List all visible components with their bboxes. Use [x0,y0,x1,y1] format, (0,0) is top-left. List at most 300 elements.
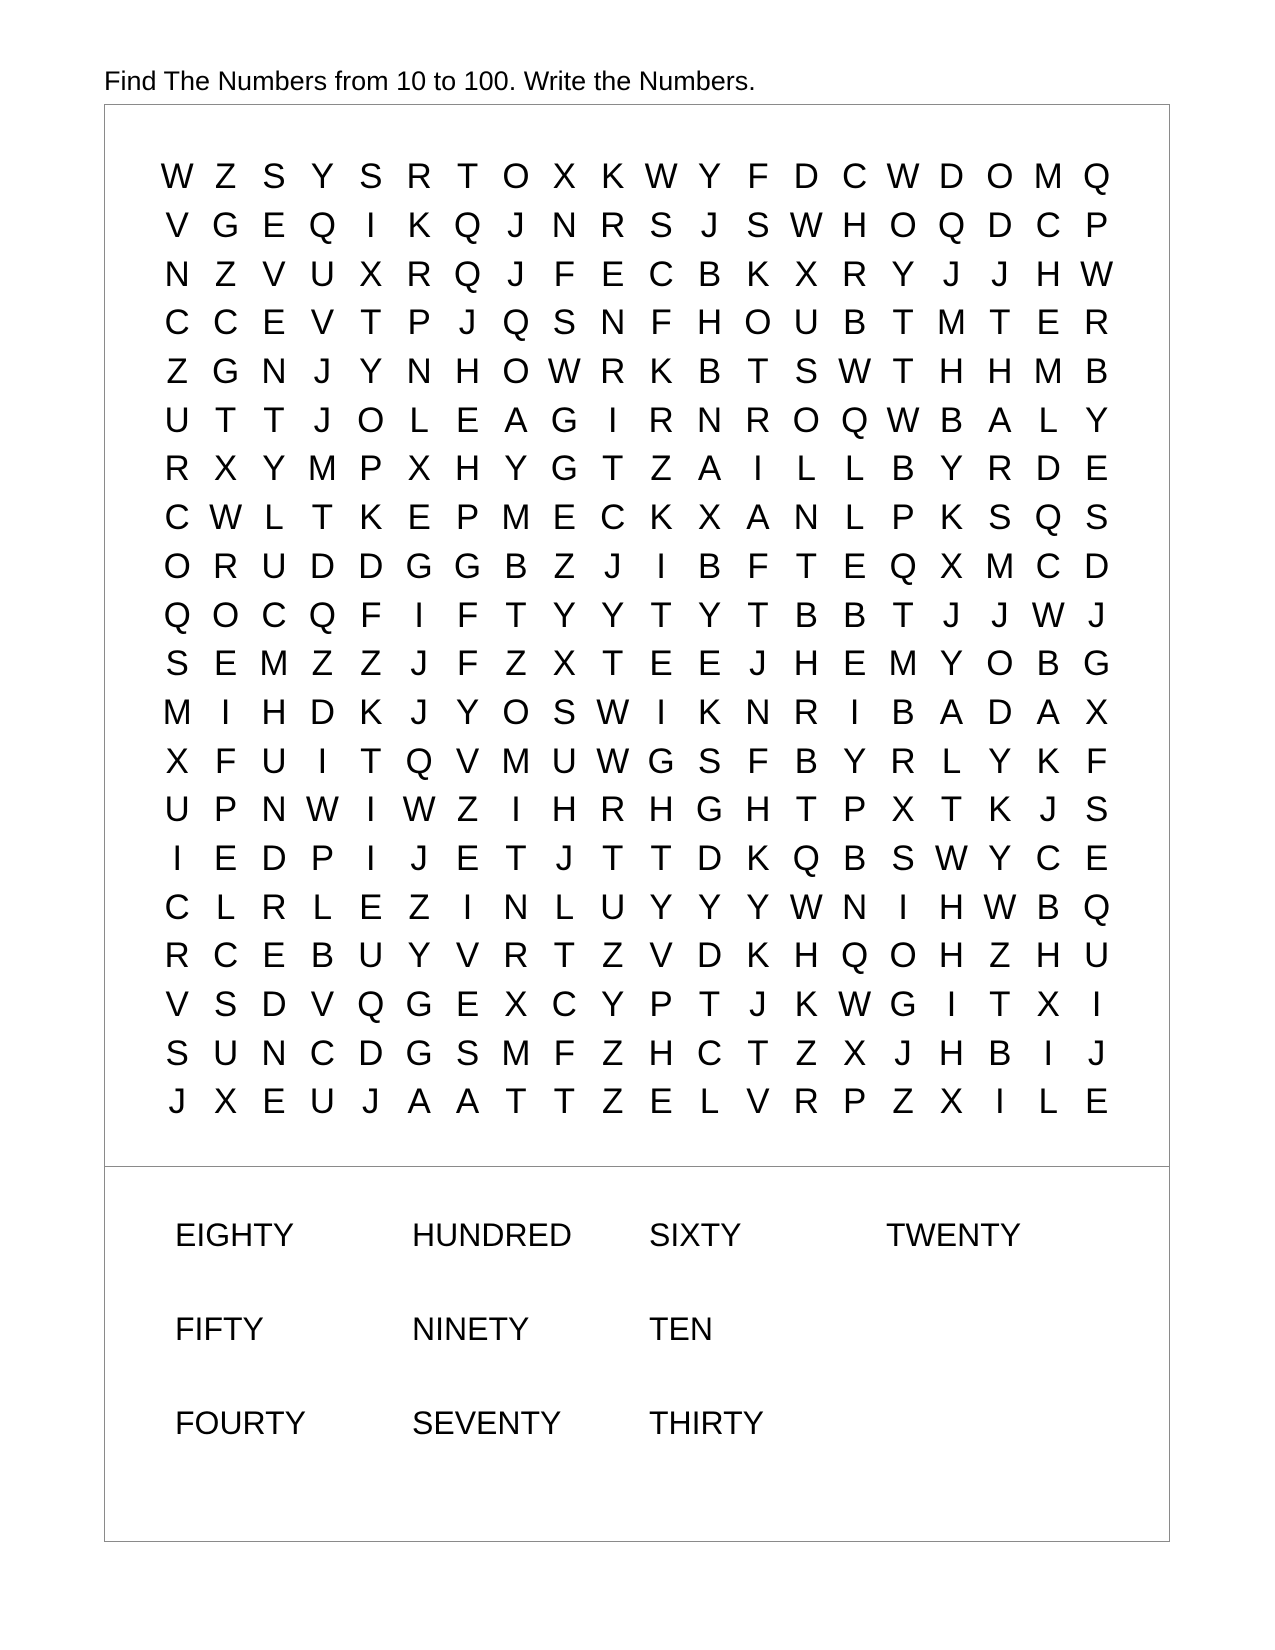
grid-cell[interactable]: K [649,498,673,538]
grid-cell[interactable]: X [165,741,189,781]
grid-cell[interactable]: A [697,449,722,489]
grid-cell[interactable]: Q [889,546,917,586]
grid-cell[interactable]: J [507,254,525,294]
grid-cell[interactable]: L [409,400,429,440]
grid-cell[interactable]: W [596,741,630,781]
grid-cell[interactable]: S [552,303,576,343]
grid-cell[interactable]: X [794,254,818,294]
grid-cell[interactable]: W [1031,595,1065,635]
grid-cell[interactable]: I [656,692,666,732]
grid-cell[interactable]: F [747,546,769,586]
grid-cell[interactable]: X [939,546,964,586]
grid-cell[interactable]: W [789,887,823,927]
grid-cell[interactable]: V [310,303,335,343]
grid-cell[interactable]: B [697,352,722,392]
grid-cell[interactable]: F [747,741,769,781]
grid-cell[interactable]: E [842,644,867,684]
grid-cell[interactable]: L [264,498,284,538]
grid-cell[interactable]: R [793,692,819,732]
grid-cell[interactable]: W [1080,254,1114,294]
grid-cell[interactable]: W [160,157,194,197]
grid-cell[interactable]: J [313,400,332,440]
grid-cell[interactable]: I [994,1082,1005,1122]
grid-cell[interactable]: S [1084,498,1109,538]
grid-cell[interactable]: W [983,887,1017,927]
grid-cell[interactable]: T [553,1082,576,1122]
grid-cell[interactable]: I [946,985,957,1025]
grid-cell[interactable]: J [313,352,332,392]
grid-cell[interactable]: P [842,790,867,830]
grid-cell[interactable]: C [696,1033,723,1073]
grid-cell[interactable]: K [746,936,770,976]
grid-cell[interactable]: H [261,692,287,732]
grid-cell[interactable]: J [410,692,428,732]
grid-cell[interactable]: S [552,692,576,732]
grid-cell[interactable]: K [359,498,383,538]
grid-cell[interactable]: X [213,449,238,489]
grid-cell[interactable]: F [553,1033,576,1073]
grid-cell[interactable]: B [842,838,867,878]
grid-cell[interactable]: W [934,838,968,878]
grid-cell[interactable]: W [789,206,823,246]
grid-cell[interactable]: R [600,790,626,830]
grid-cell[interactable]: V [746,1082,770,1122]
grid-cell[interactable]: F [360,595,382,635]
grid-cell[interactable]: R [164,449,190,489]
grid-cell[interactable]: N [406,352,432,392]
grid-cell[interactable]: L [554,887,575,927]
grid-cell[interactable]: T [311,498,334,538]
grid-cell[interactable]: F [456,644,479,684]
grid-cell[interactable]: N [503,887,529,927]
grid-cell[interactable]: D [358,546,384,586]
grid-cell[interactable]: V [649,936,673,976]
grid-cell[interactable]: Z [602,1033,624,1073]
grid-cell[interactable]: P [1084,206,1109,246]
grid-cell[interactable]: Y [552,595,576,635]
grid-cell[interactable]: J [1039,790,1057,830]
grid-cell[interactable]: Q [453,206,482,246]
grid-cell[interactable]: M [888,644,918,684]
grid-cell[interactable]: Z [408,887,430,927]
grid-cell[interactable]: B [1036,644,1060,684]
grid-cell[interactable]: Z [892,1082,914,1122]
grid-cell[interactable]: F [456,595,479,635]
grid-cell[interactable]: Q [163,595,191,635]
grid-cell[interactable]: C [1035,546,1061,586]
grid-cell[interactable]: X [939,1082,964,1122]
grid-cell[interactable]: Y [407,936,431,976]
grid-cell[interactable]: X [552,644,576,684]
grid-cell[interactable]: A [407,1082,431,1122]
grid-cell[interactable]: C [1035,206,1061,246]
grid-cell[interactable]: Q [405,741,433,781]
grid-cell[interactable]: X [1036,985,1060,1025]
grid-cell[interactable]: J [362,1082,380,1122]
grid-cell[interactable]: U [164,400,190,440]
grid-cell[interactable]: T [360,741,382,781]
grid-cell[interactable]: H [1035,936,1061,976]
grid-cell[interactable]: J [458,303,477,343]
grid-cell[interactable]: D [987,206,1013,246]
grid-cell[interactable]: O [502,157,530,197]
grid-cell[interactable]: K [746,838,770,878]
grid-cell[interactable]: B [842,303,867,343]
grid-cell[interactable]: S [891,838,915,878]
grid-cell[interactable]: Y [649,887,673,927]
grid-cell[interactable]: X [842,1033,867,1073]
grid-cell[interactable]: V [455,936,480,976]
grid-cell[interactable]: Q [453,254,482,294]
grid-cell[interactable]: G [405,985,433,1025]
grid-cell[interactable]: N [745,692,771,732]
grid-cell[interactable]: K [939,498,964,538]
grid-cell[interactable]: Y [697,595,722,635]
grid-cell[interactable]: L [844,449,865,489]
grid-cell[interactable]: O [357,400,385,440]
grid-cell[interactable]: U [793,303,819,343]
grid-cell[interactable]: P [407,303,431,343]
grid-cell[interactable]: D [696,936,723,976]
grid-cell[interactable]: C [1035,838,1061,878]
grid-cell[interactable]: P [310,838,335,878]
grid-cell[interactable]: R [890,741,916,781]
grid-cell[interactable]: A [455,1082,480,1122]
grid-cell[interactable]: T [360,303,382,343]
grid-cell[interactable]: T [892,352,914,392]
grid-cell[interactable]: A [746,498,770,538]
grid-cell[interactable]: L [1038,1082,1058,1122]
grid-cell[interactable]: Y [359,352,383,392]
grid-cell[interactable]: L [796,449,816,489]
grid-cell[interactable]: Y [455,692,480,732]
grid-cell[interactable]: Y [504,449,528,489]
grid-cell[interactable]: M [501,1033,531,1073]
grid-cell[interactable]: Z [553,546,576,586]
grid-cell[interactable]: N [551,206,577,246]
grid-cell[interactable]: Y [601,595,625,635]
grid-cell[interactable]: I [1091,985,1102,1025]
grid-cell[interactable]: Y [939,449,964,489]
grid-cell[interactable]: S [165,1033,189,1073]
grid-cell[interactable]: T [263,400,285,440]
grid-cell[interactable]: Z [505,644,527,684]
grid-cell[interactable]: M [501,741,531,781]
grid-cell[interactable]: W [402,790,436,830]
grid-cell[interactable]: Y [601,985,625,1025]
grid-cell[interactable]: N [600,303,626,343]
grid-cell[interactable]: E [407,498,431,538]
grid-cell[interactable]: E [697,644,722,684]
grid-cell[interactable]: P [649,985,673,1025]
grid-cell[interactable]: Z [989,936,1011,976]
grid-cell[interactable]: T [795,546,817,586]
grid-cell[interactable]: D [1035,449,1061,489]
grid-cell[interactable]: X [891,790,915,830]
grid-cell[interactable]: U [358,936,384,976]
grid-cell[interactable]: Q [937,206,966,246]
grid-cell[interactable]: B [794,741,818,781]
grid-cell[interactable]: E [649,644,673,684]
grid-cell[interactable]: K [988,790,1012,830]
grid-cell[interactable]: B [988,1033,1012,1073]
grid-cell[interactable]: J [749,985,767,1025]
grid-cell[interactable]: Q [841,936,869,976]
grid-cell[interactable]: J [700,206,719,246]
grid-cell[interactable]: E [649,1082,673,1122]
grid-cell[interactable]: X [552,157,576,197]
grid-cell[interactable]: V [262,254,286,294]
grid-cell[interactable]: Y [262,449,286,489]
grid-cell[interactable]: D [261,985,287,1025]
grid-cell[interactable]: Z [311,644,334,684]
grid-cell[interactable]: J [507,206,525,246]
grid-cell[interactable]: J [991,595,1009,635]
grid-cell[interactable]: A [1036,692,1060,732]
grid-cell[interactable]: I [1043,1033,1054,1073]
grid-cell[interactable]: I [656,546,666,586]
grid-cell[interactable]: S [649,206,673,246]
grid-cell[interactable]: H [987,352,1013,392]
grid-cell[interactable]: Y [310,157,335,197]
grid-cell[interactable]: I [898,887,908,927]
grid-cell[interactable]: U [309,1082,335,1122]
grid-cell[interactable]: S [165,644,189,684]
grid-cell[interactable]: Y [697,887,722,927]
grid-cell[interactable]: Z [166,352,188,392]
grid-cell[interactable]: I [607,400,618,440]
grid-cell[interactable]: C [600,498,626,538]
grid-cell[interactable]: X [213,1082,238,1122]
grid-cell[interactable]: H [793,936,819,976]
grid-cell[interactable]: T [650,838,672,878]
grid-cell[interactable]: W [644,157,678,197]
grid-cell[interactable]: E [455,400,480,440]
grid-cell[interactable]: O [744,303,772,343]
grid-cell[interactable]: C [212,303,239,343]
grid-cell[interactable]: Q [308,595,336,635]
grid-cell[interactable]: R [600,206,626,246]
grid-cell[interactable]: H [938,1033,965,1073]
grid-cell[interactable]: E [262,936,286,976]
grid-cell[interactable]: J [603,546,622,586]
grid-cell[interactable]: R [987,449,1013,489]
grid-cell[interactable]: I [462,887,473,927]
grid-cell[interactable]: T [456,157,479,197]
grid-cell[interactable]: O [986,644,1014,684]
grid-cell[interactable]: E [842,546,867,586]
grid-cell[interactable]: D [309,546,335,586]
grid-cell[interactable]: K [697,692,722,732]
grid-cell[interactable]: S [988,498,1012,538]
grid-cell[interactable]: D [358,1033,384,1073]
grid-cell[interactable]: E [455,838,480,878]
grid-cell[interactable]: T [989,985,1011,1025]
grid-cell[interactable]: I [365,790,376,830]
grid-cell[interactable]: F [214,741,237,781]
grid-cell[interactable]: X [504,985,528,1025]
grid-cell[interactable]: J [942,254,961,294]
grid-cell[interactable]: Z [795,1033,817,1073]
grid-cell[interactable]: M [259,644,289,684]
grid-cell[interactable]: C [551,985,577,1025]
grid-cell[interactable]: I [317,741,328,781]
grid-cell[interactable]: B [794,595,818,635]
grid-cell[interactable]: N [164,254,190,294]
grid-cell[interactable]: I [220,692,231,732]
grid-cell[interactable]: D [938,157,965,197]
grid-cell[interactable]: G [889,985,917,1025]
grid-cell[interactable]: N [842,887,868,927]
grid-cell[interactable]: B [504,546,528,586]
grid-cell[interactable]: G [695,790,724,830]
grid-cell[interactable]: I [511,790,521,830]
grid-cell[interactable]: K [359,692,383,732]
grid-cell[interactable]: T [940,790,963,830]
grid-cell[interactable]: W [838,985,872,1025]
grid-cell[interactable]: I [172,838,183,878]
grid-cell[interactable]: H [551,790,577,830]
grid-cell[interactable]: S [455,1033,480,1073]
grid-cell[interactable]: L [215,887,236,927]
grid-cell[interactable]: S [697,741,722,781]
grid-cell[interactable]: C [842,157,868,197]
grid-cell[interactable]: B [891,692,915,732]
grid-cell[interactable]: T [892,595,914,635]
grid-cell[interactable]: B [1084,352,1109,392]
grid-cell[interactable]: R [745,400,771,440]
grid-cell[interactable]: G [1083,644,1111,684]
grid-cell[interactable]: N [261,352,287,392]
grid-cell[interactable]: T [602,449,624,489]
grid-cell[interactable]: V [310,985,335,1025]
grid-cell[interactable]: K [1036,741,1060,781]
grid-cell[interactable]: M [307,449,337,489]
grid-cell[interactable]: Z [214,254,237,294]
grid-cell[interactable]: W [596,692,630,732]
grid-cell[interactable]: C [648,254,674,294]
grid-cell[interactable]: V [455,741,480,781]
grid-cell[interactable]: H [1035,254,1061,294]
grid-cell[interactable]: C [164,887,190,927]
grid-cell[interactable]: Z [602,1082,624,1122]
grid-cell[interactable]: H [842,206,868,246]
grid-cell[interactable]: D [793,157,819,197]
grid-cell[interactable]: O [502,352,530,392]
grid-cell[interactable]: X [697,498,722,538]
grid-cell[interactable]: E [1036,303,1060,343]
grid-cell[interactable]: Y [988,838,1012,878]
grid-cell[interactable]: Y [1084,400,1109,440]
grid-cell[interactable]: G [405,546,433,586]
grid-cell[interactable]: R [793,1082,819,1122]
grid-cell[interactable]: Q [1083,887,1111,927]
grid-cell[interactable]: L [1038,400,1058,440]
grid-cell[interactable]: T [602,838,624,878]
grid-cell[interactable]: D [1083,546,1110,586]
grid-cell[interactable]: S [359,157,383,197]
grid-cell[interactable]: T [795,790,817,830]
grid-cell[interactable]: T [747,595,769,635]
grid-cell[interactable]: A [988,400,1012,440]
grid-cell[interactable]: J [942,595,961,635]
grid-cell[interactable]: L [699,1082,720,1122]
grid-cell[interactable]: W [886,400,920,440]
grid-cell[interactable]: G [550,400,578,440]
grid-cell[interactable]: H [648,790,674,830]
grid-cell[interactable]: U [261,741,287,781]
grid-cell[interactable]: H [648,1033,674,1073]
grid-cell[interactable]: X [407,449,431,489]
grid-cell[interactable]: R [406,254,432,294]
grid-cell[interactable]: T [650,595,672,635]
grid-cell[interactable]: J [410,838,428,878]
grid-cell[interactable]: W [209,498,243,538]
grid-cell[interactable]: R [212,546,239,586]
grid-cell[interactable]: B [697,254,722,294]
grid-cell[interactable]: U [261,546,287,586]
grid-cell[interactable]: I [414,595,425,635]
grid-cell[interactable]: E [262,206,286,246]
grid-cell[interactable]: H [745,790,771,830]
grid-cell[interactable]: J [749,644,767,684]
grid-cell[interactable]: C [309,1033,335,1073]
grid-cell[interactable]: O [889,206,917,246]
grid-cell[interactable]: Q [357,985,385,1025]
grid-cell[interactable]: U [212,1033,239,1073]
grid-cell[interactable]: O [211,595,240,635]
grid-cell[interactable]: O [792,400,820,440]
grid-cell[interactable]: E [262,303,286,343]
grid-cell[interactable]: M [1033,352,1063,392]
grid-cell[interactable]: R [503,936,529,976]
grid-cell[interactable]: D [696,838,723,878]
grid-cell[interactable]: J [1087,1033,1106,1073]
grid-cell[interactable]: U [309,254,335,294]
grid-cell[interactable]: G [550,449,578,489]
grid-cell[interactable]: R [648,400,674,440]
grid-cell[interactable]: W [838,352,872,392]
grid-cell[interactable]: V [165,206,189,246]
grid-cell[interactable]: H [938,936,965,976]
grid-cell[interactable]: H [793,644,819,684]
grid-cell[interactable]: P [891,498,915,538]
grid-cell[interactable]: E [213,838,238,878]
grid-cell[interactable]: M [985,546,1015,586]
grid-cell[interactable]: B [1036,887,1060,927]
grid-cell[interactable]: H [696,303,723,343]
grid-cell[interactable]: A [939,692,964,732]
grid-cell[interactable]: E [213,644,238,684]
grid-cell[interactable]: C [164,498,190,538]
grid-cell[interactable]: F [1085,741,1108,781]
grid-cell[interactable]: H [454,449,481,489]
grid-cell[interactable]: Z [360,644,382,684]
grid-cell[interactable]: J [410,644,428,684]
grid-cell[interactable]: U [164,790,190,830]
grid-cell[interactable]: S [1084,790,1109,830]
grid-cell[interactable]: T [553,936,576,976]
grid-cell[interactable]: T [892,303,914,343]
grid-cell[interactable]: E [601,254,625,294]
grid-cell[interactable]: B [842,595,867,635]
grid-cell[interactable]: S [262,157,286,197]
grid-cell[interactable]: D [261,838,287,878]
grid-cell[interactable]: M [501,498,531,538]
grid-cell[interactable]: E [1084,1082,1109,1122]
grid-cell[interactable]: C [212,936,239,976]
grid-cell[interactable]: J [1087,595,1106,635]
